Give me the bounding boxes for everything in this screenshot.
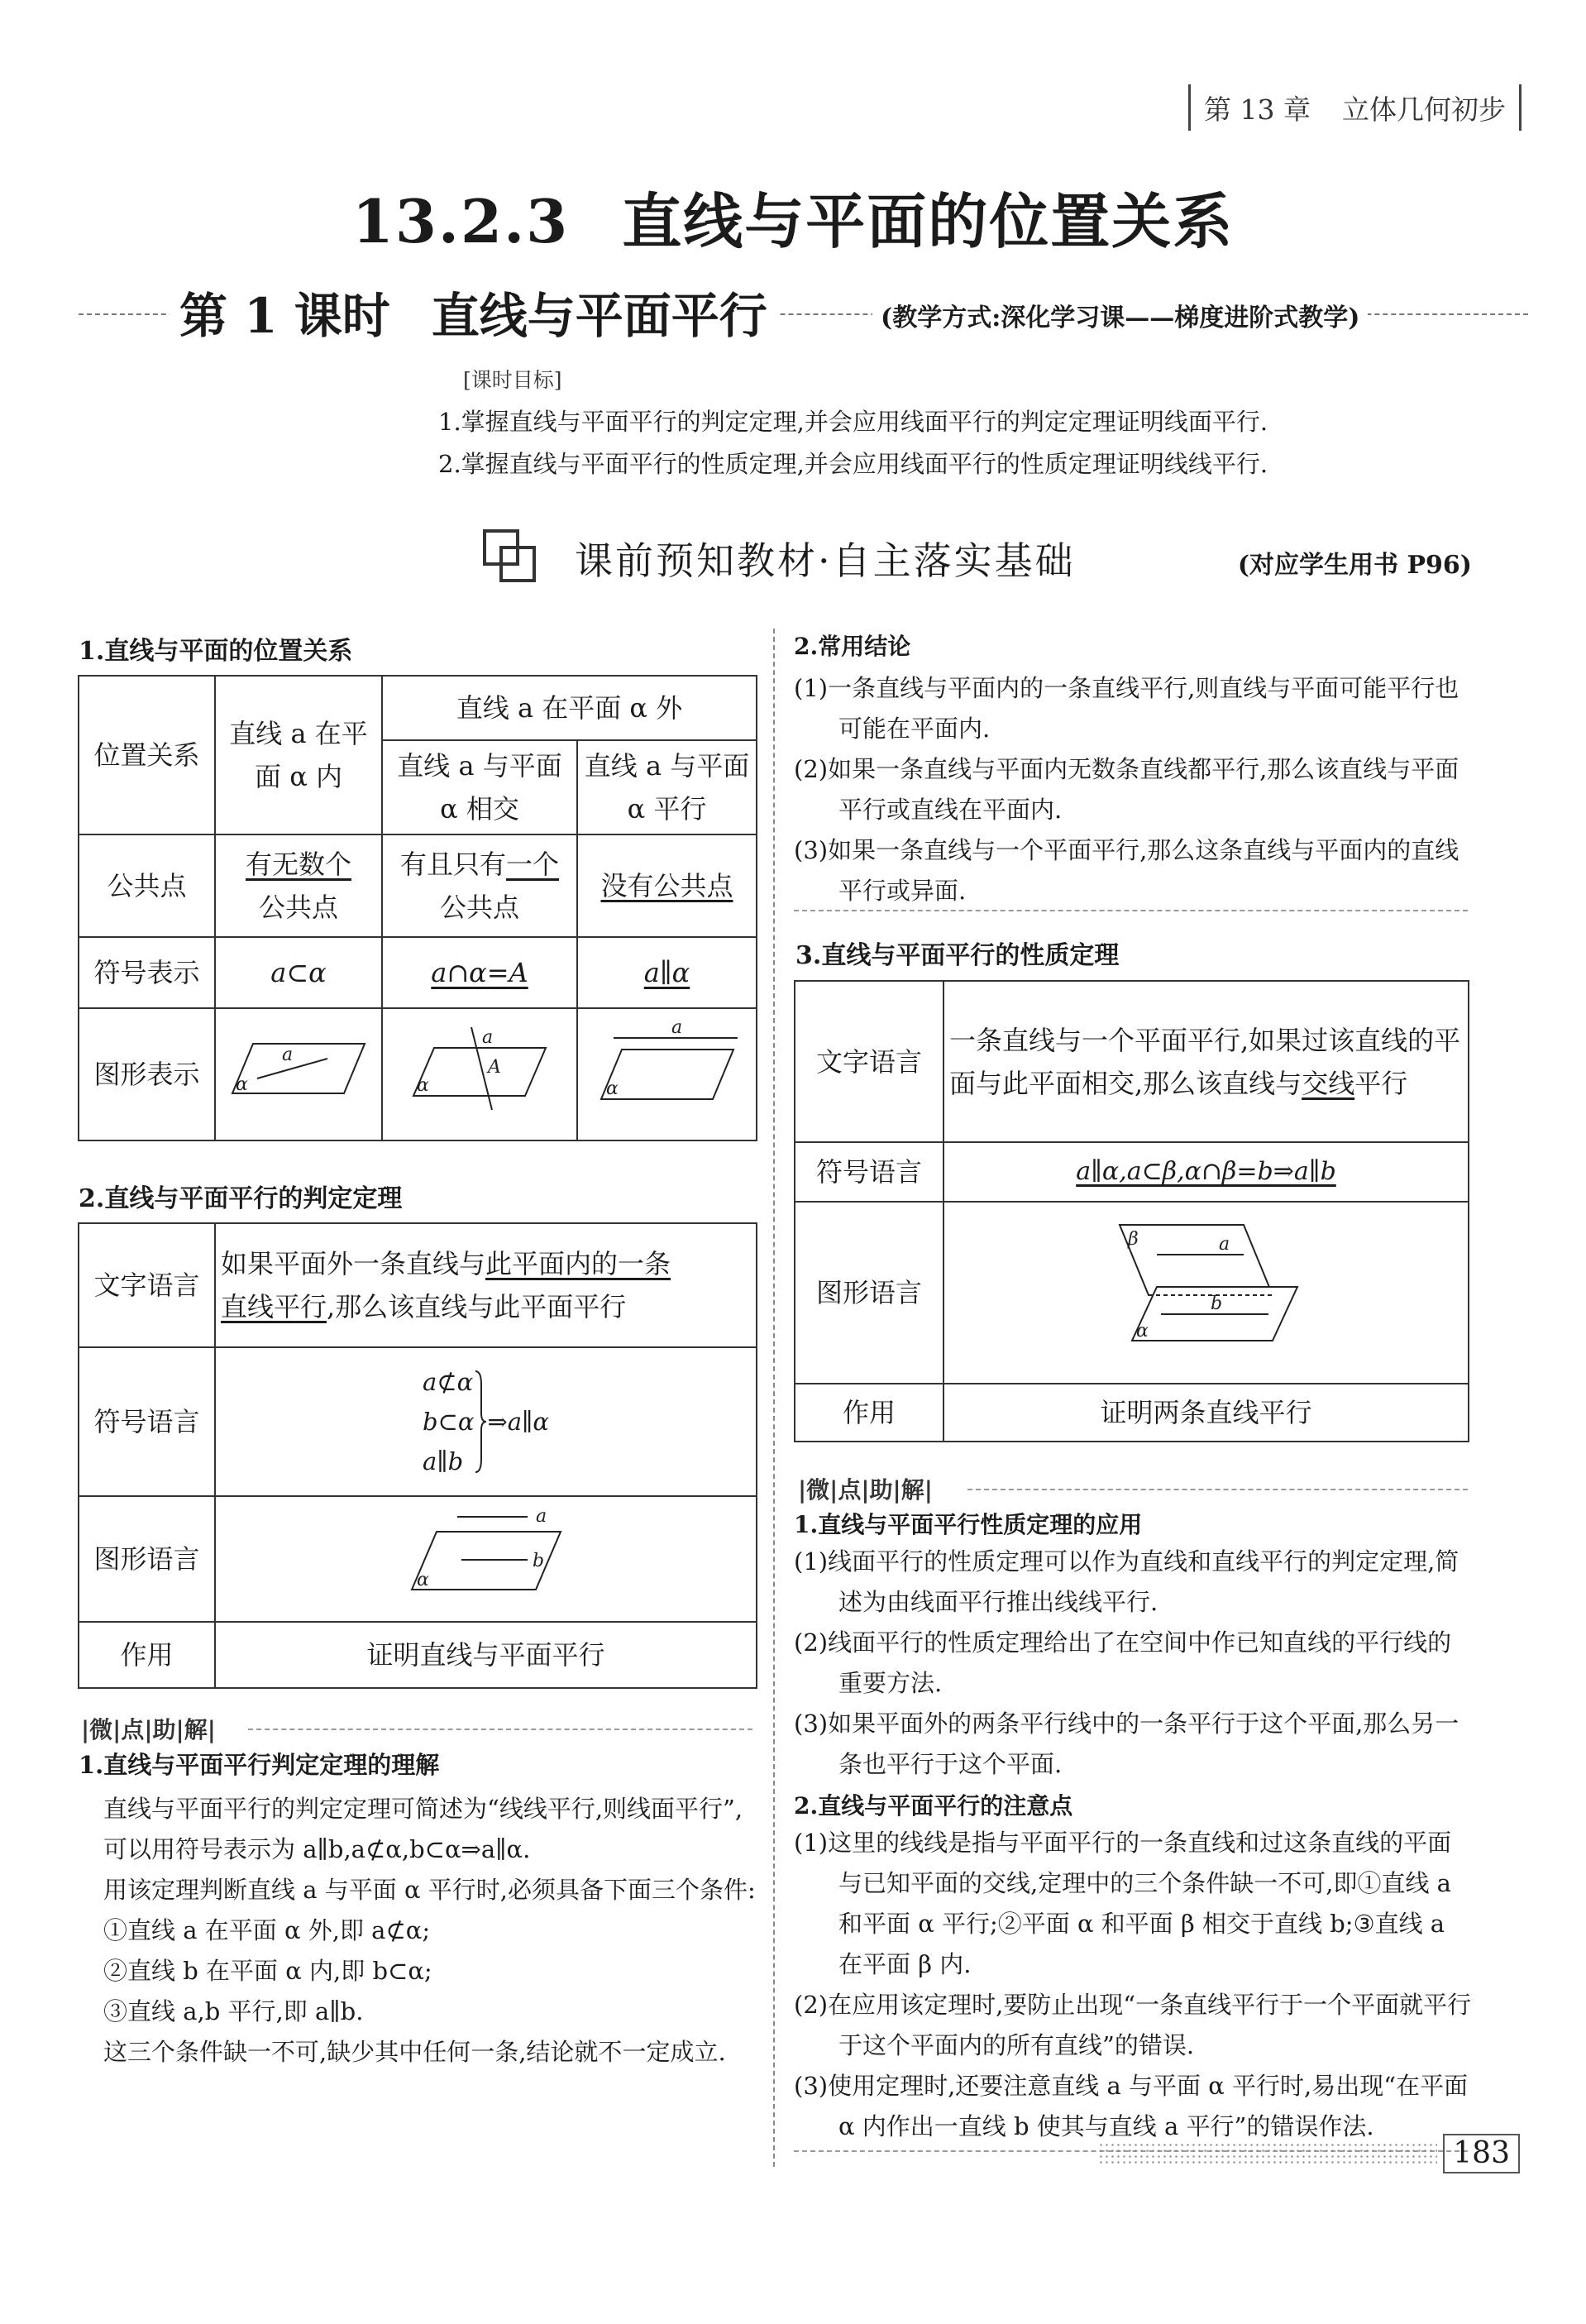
conclusions-heading: 2.常用结论 [794, 633, 911, 660]
fig-label-beta: β [1127, 1228, 1139, 1250]
lesson-number: 第 1 课时 [179, 288, 390, 344]
objective-item: 1.掌握直线与平面平行的判定定理,并会应用线面平行的判定定理证明线面平行. [438, 408, 1268, 436]
section-name: 直线与平面的位置关系 [622, 186, 1235, 256]
property-figure [1111, 1217, 1302, 1357]
tip-list-2 [794, 1823, 1474, 2147]
tip-p2: 用该定理判断直线 a 与平面 α 平行时,必须具备下面三个条件: [103, 1876, 756, 1904]
fig-label-alpha: α [417, 1074, 429, 1096]
figure-parallel [577, 1008, 757, 1140]
cond-2: b⊂α [422, 1408, 475, 1436]
figure-intersect [382, 1008, 577, 1140]
line-in-plane-figure [224, 1027, 373, 1110]
symbol-int-text: a∩α=A [431, 957, 528, 988]
symbol-label: 符号语言 [79, 1347, 215, 1496]
column-divider [773, 629, 775, 2167]
fig-label-a: a [535, 1505, 547, 1527]
fig-label-a: a [1218, 1233, 1230, 1255]
conclusion-item: (3)如果一条直线与一个平面平行,那么这条直线与平面内的直线平行或异面. [794, 836, 1459, 905]
common-int-b: 一个 [506, 849, 560, 880]
tip-c1: ①直线 a 在平面 α 外,即 a⊄α; [103, 1916, 431, 1944]
conclusions [794, 629, 1472, 911]
tip-item: (3)使用定理时,还要注意直线 a 与平面 α 平行时,易出现“在平面 α 内作出一直线 b 使其与直线 a 平行”的错误作法. [794, 2072, 1469, 2140]
lesson-name: 直线与平面平行 [431, 288, 767, 344]
text-b: 此平面内的一条 [485, 1248, 671, 1279]
col-in: 直线 a 在平面 α 内 [215, 676, 382, 834]
objective-item: 2.掌握直线与平面平行的性质定理,并会应用线面平行的性质定理证明线线平行. [438, 450, 1268, 478]
criterion-figure [404, 1504, 569, 1603]
section-rule [794, 910, 1468, 911]
use-label: 作用 [79, 1622, 215, 1688]
tip-p3: 这三个条件缺一不可,缺少其中任何一条,结论就不一定成立. [103, 2038, 726, 2066]
tip-item: (2)线面平行的性质定理给出了在空间中作已知直线的平行线的重要方法. [794, 1628, 1452, 1697]
property-table [794, 980, 1469, 1442]
text-c: 平行 [1354, 1067, 1408, 1099]
tip-tag: |微|点|助|解| [798, 1476, 933, 1504]
text-d: ,那么该直线与此平面平行 [327, 1291, 627, 1322]
table3-heading: 3.直线与平面平行的性质定理 [795, 941, 1120, 970]
tip-item: (1)线面平行的性质定理可以作为直线和直线平行的判定定理,简述为由线面平行推出线线平行. [794, 1547, 1459, 1616]
symbol-parallel [577, 937, 757, 1008]
common-in-a: 有无数个 [245, 849, 351, 880]
lesson-method: (教学方式:深化学习课——梯度进阶式教学) [872, 297, 1368, 333]
fig-label-b: b [532, 1550, 544, 1571]
tip-title: 1.直线与平面平行判定定理的理解 [79, 1751, 440, 1779]
fig-label-b: b [1210, 1293, 1222, 1314]
criterion-table [78, 1222, 757, 1689]
fig-label-a: a [482, 1026, 494, 1048]
col-out: 直线 a 在平面 α 外 [382, 676, 757, 740]
chapter-label: 第 13 章 [1204, 93, 1311, 126]
tip-item: (3)如果平面外的两条平行线中的一条平行于这个平面,那么另一条也平行于这个平面. [794, 1710, 1459, 1778]
objectives-list [438, 401, 1268, 485]
common-in [215, 834, 382, 937]
section-number: 13.2.3 [351, 186, 570, 256]
tip-list-1 [794, 1542, 1474, 1785]
tip-title-1: 1.直线与平面平行性质定理的应用 [794, 1511, 1143, 1538]
use-label: 作用 [795, 1384, 943, 1442]
text-label: 文字语言 [795, 981, 943, 1142]
figure-content [943, 1202, 1469, 1384]
fig-label-A: A [488, 1056, 501, 1078]
use-content: 证明直线与平面平行 [215, 1622, 757, 1688]
use-content: 证明两条直线平行 [943, 1384, 1469, 1442]
symbol-par-text: a∥α [643, 957, 690, 988]
fig-label-alpha: α [1135, 1320, 1149, 1341]
line-parallel-plane-figure [593, 1023, 742, 1114]
symbol-content [215, 1347, 757, 1496]
objectives-tag: [课时目标] [463, 368, 562, 392]
tip-tag: |微|点|助|解| [81, 1716, 216, 1743]
fig-label-alpha: α [605, 1078, 619, 1099]
tip-rule [967, 1489, 1468, 1490]
symbol-label: 符号表示 [79, 937, 215, 1008]
fig-label-alpha: α [236, 1074, 248, 1095]
col-intersect: 直线 a 与平面 α 相交 [382, 740, 577, 834]
banner-title: 课前预知教材·自主落实基础 [575, 538, 1076, 583]
symbol-in: a⊂α [215, 937, 382, 1008]
common-par-text: 没有公共点 [600, 870, 733, 901]
common-int-a: 有且只有 [399, 849, 506, 880]
table1-heading: 1.直线与平面的位置关系 [79, 637, 353, 666]
page-number: 183 [1443, 2134, 1520, 2173]
table2-heading: 2.直线与平面平行的判定定理 [79, 1184, 403, 1213]
common-label: 公共点 [79, 834, 215, 937]
tip-left [79, 1747, 757, 2073]
fig-label-a: a [671, 1022, 682, 1038]
common-int-c: 公共点 [439, 892, 519, 923]
tip-rule [248, 1729, 752, 1730]
chapter-header [1175, 83, 1535, 132]
fig-label-alpha: α [416, 1569, 429, 1590]
figure-in [215, 1008, 382, 1140]
symbol-content [943, 1142, 1469, 1202]
dot-pattern [1098, 2142, 1437, 2165]
brace-icon [474, 1368, 487, 1475]
lesson-header [79, 277, 1528, 343]
figure-label: 图形语言 [79, 1496, 215, 1622]
cond-1: a⊄α [422, 1368, 474, 1396]
tip-item: (2)在应用该定理时,要防止出现“一条直线平行于一个平面就平行于这个平面内的所有直线”的错误. [794, 1991, 1472, 2059]
conclusions-list [794, 668, 1472, 911]
common-intersect [382, 834, 577, 937]
fig-label-a: a [282, 1044, 294, 1065]
tip-item: (1)这里的线线是指与平面平行的一条直线和过这条直线的平面与已知平面的交线,定理中的三个条件缺一不可,即①直线 a 和平面 α 平行;②平面 α 和平面 β 相交于直线 b;③直线 a 在平面 β 内. [794, 1829, 1452, 1978]
text-b: 交线 [1302, 1067, 1355, 1099]
figure-label: 图形语言 [795, 1202, 943, 1384]
tip-c3: ③直线 a,b 平行,即 a∥b. [103, 1997, 364, 2025]
lesson-title [170, 277, 777, 347]
tip-right [794, 1507, 1474, 2147]
text-content [943, 981, 1469, 1142]
chapter-subject: 立体几何初步 [1342, 93, 1506, 126]
position-table [78, 675, 757, 1141]
conclusion: ⇒a∥α [487, 1408, 550, 1436]
symbol-label: 符号语言 [795, 1142, 943, 1202]
conclusion-item: (1)一条直线与平面内的一条直线平行,则直线与平面可能平行也可能在平面内. [794, 674, 1459, 743]
tip-title-2: 2.直线与平面平行的注意点 [794, 1792, 1073, 1820]
symbol-text: a∥α,a⊂β,α∩β=b⇒a∥b [1076, 1157, 1336, 1186]
line-intersect-plane-figure [405, 1023, 554, 1114]
section-title [0, 174, 1586, 260]
tip-c2: ②直线 b 在平面 α 内,即 b⊂α; [103, 1957, 432, 1985]
squares-icon [481, 528, 539, 586]
figure-label: 图形表示 [79, 1008, 215, 1140]
banner-ref: (对应学生用书 P96) [1237, 551, 1472, 580]
row-header: 位置关系 [79, 676, 215, 834]
common-in-b: 公共点 [258, 892, 338, 923]
conclusion-item: (2)如果一条直线与平面内无数条直线都平行,那么该直线与平面平行或直线在平面内. [794, 755, 1459, 824]
divider [1188, 84, 1191, 131]
symbol-intersect [382, 937, 577, 1008]
cond-3: a∥b [422, 1447, 464, 1475]
text-c: 直线平行 [221, 1291, 327, 1322]
col-parallel: 直线 a 与平面 α 平行 [577, 740, 757, 834]
banner [0, 521, 1586, 595]
text-a: 一条直线与一个平面平行,如果过该直线的平面与此平面相交,那么该直线与 [949, 1024, 1461, 1099]
tip-body [79, 1789, 757, 2073]
common-parallel [577, 834, 757, 937]
tip-p1: 直线与平面平行的判定定理可简述为“线线平行,则线面平行”,可以用符号表示为 a∥b,a⊄α,b⊂α⇒a∥α. [103, 1795, 743, 1863]
text-content [215, 1223, 757, 1347]
text-label: 文字语言 [79, 1223, 215, 1347]
figure-content [215, 1496, 757, 1622]
text-a: 如果平面外一条直线与 [221, 1248, 486, 1279]
divider [1519, 84, 1522, 131]
